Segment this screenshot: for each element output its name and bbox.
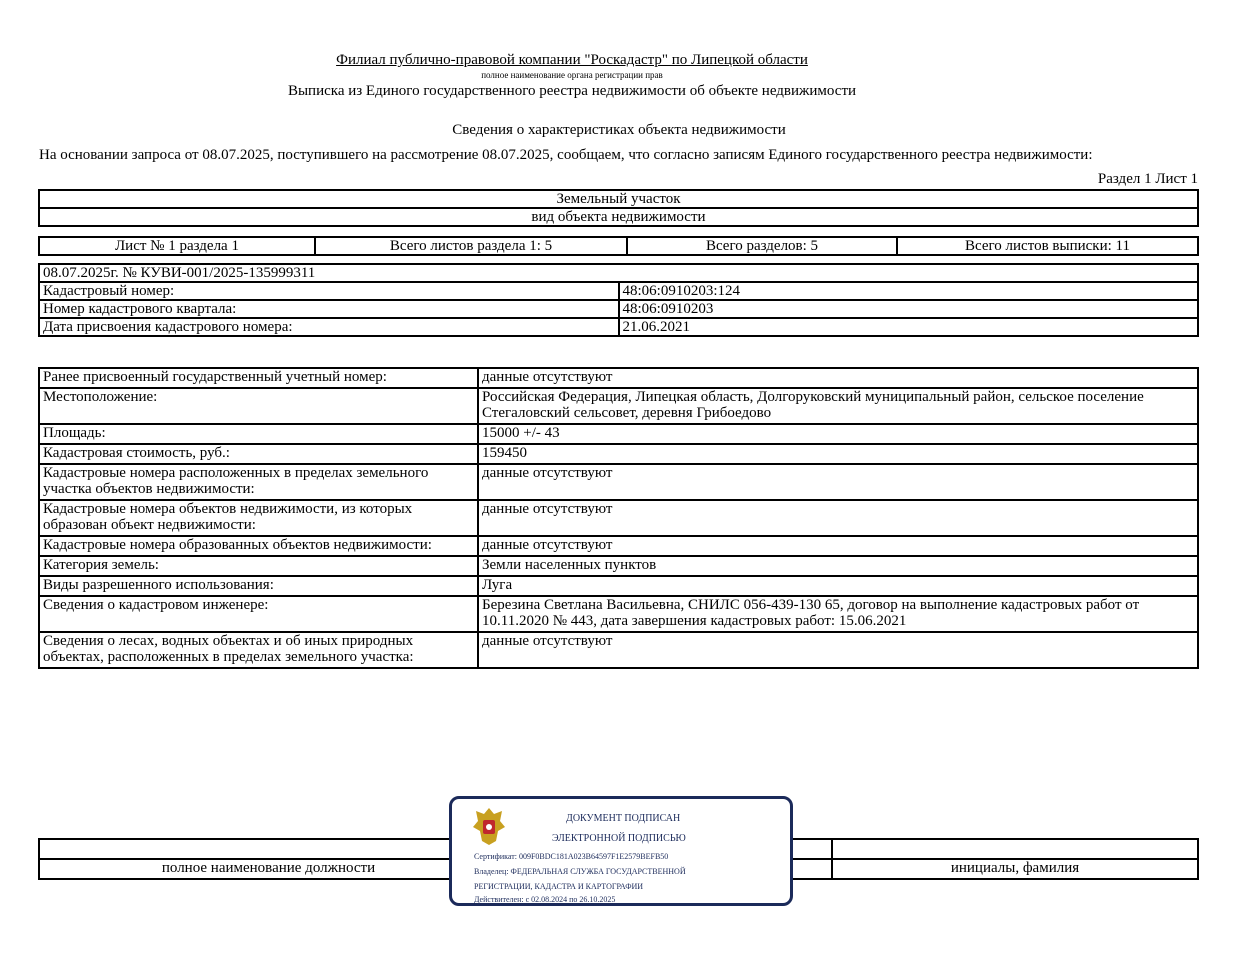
row-value: 48:06:0910203	[619, 300, 1199, 318]
org-caption: полное наименование органа регистрации прав	[481, 70, 663, 80]
row-value: 15000 +/- 43	[478, 424, 1198, 444]
row-value: данные отсутствуют	[478, 368, 1198, 388]
row-value: Луга	[478, 576, 1198, 596]
row-value: Земли населенных пунктов	[478, 556, 1198, 576]
row-label: Кадастровые номера объектов недвижимости, из которых образован объект недвижимости:	[39, 500, 478, 536]
table-row	[39, 500, 1198, 536]
row-value: Березина Светлана Васильевна, СНИЛС 056-439-130 65, договор на выполнение кадастровых работ от 10.11.2020 № 443, дата завершения кадастровых работ: 15.06.2021	[478, 596, 1198, 632]
sheet-number: Лист № 1 раздела 1	[39, 237, 315, 255]
doc-title: Выписка из Единого государственного реестра недвижимости об объекте недвижимости	[287, 83, 857, 99]
signature-stamp	[449, 796, 793, 906]
request-line: 08.07.2025г. № КУВИ-001/2025-135999311	[39, 264, 1198, 282]
stamp-line2: ЭЛЕКТРОННОЙ ПОДПИСЬЮ	[552, 833, 686, 844]
table-row	[39, 556, 1198, 576]
row-label: Сведения о лесах, водных объектах и об иных природных объектах, расположенных в пределах земельного участка:	[39, 632, 478, 668]
table-row	[39, 318, 1198, 336]
row-value: 159450	[478, 444, 1198, 464]
total-sections: Всего разделов: 5	[627, 237, 897, 255]
table-row	[39, 576, 1198, 596]
table-row	[39, 464, 1198, 500]
row-label: Категория земель:	[39, 556, 478, 576]
row-value: данные отсутствуют	[478, 536, 1198, 556]
intro-text: На основании запроса от 08.07.2025, поступившего на рассмотрение 08.07.2025, сообщаем, что согласно записям Единого государственного реестра недвижимости:	[39, 147, 1093, 163]
row-label: Номер кадастрового квартала:	[39, 300, 619, 318]
row-label: Кадастровые номера образованных объектов недвижимости:	[39, 536, 478, 556]
stamp-cert: Сертификат: 009F0BDC181A023B64597F1E2579BEFB50	[474, 852, 669, 861]
section-title: Сведения о характеристиках объекта недвижимости	[452, 122, 786, 138]
row-label: Кадастровый номер:	[39, 282, 619, 300]
table-row	[39, 632, 1198, 668]
row-value: данные отсутствуют	[478, 632, 1198, 668]
total-sheets-section: Всего листов раздела 1: 5	[315, 237, 627, 255]
details-table	[38, 367, 1199, 669]
row-value: данные отсутствуют	[478, 464, 1198, 500]
row-value: данные отсутствуют	[478, 500, 1198, 536]
row-value: 48:06:0910203:124	[619, 282, 1199, 300]
section-sheet: Раздел 1 Лист 1	[1097, 171, 1198, 187]
row-value: 21.06.2021	[619, 318, 1199, 336]
sheets-table	[38, 236, 1199, 256]
table-row	[39, 368, 1198, 388]
object-type: Земельный участок	[39, 190, 1198, 208]
stamp-owner1: Владелец: ФЕДЕРАЛЬНАЯ СЛУЖБА ГОСУДАРСТВЕННОЙ	[474, 867, 686, 876]
position-caption: полное наименование должности	[39, 859, 498, 879]
row-value: Российская Федерация, Липецкая область, Долгоруковский муниципальный район, сельское поселение Стегаловский сельсовет, деревня Грибоедово	[478, 388, 1198, 424]
name-caption: инициалы, фамилия	[832, 859, 1198, 879]
table-row	[39, 282, 1198, 300]
coat-of-arms-icon	[472, 805, 506, 852]
table-row	[39, 388, 1198, 424]
table-row	[39, 596, 1198, 632]
ident-table	[38, 263, 1199, 337]
row-label: Кадастровая стоимость, руб.:	[39, 444, 478, 464]
object-type-table	[38, 189, 1199, 227]
stamp-owner2: РЕГИСТРАЦИИ, КАДАСТРА И КАРТОГРАФИИ	[474, 882, 644, 891]
object-type-caption: вид объекта недвижимости	[39, 208, 1198, 226]
row-label: Виды разрешенного использования:	[39, 576, 478, 596]
table-row	[39, 444, 1198, 464]
row-label: Местоположение:	[39, 388, 478, 424]
stamp-line1: ДОКУМЕНТ ПОДПИСАН	[566, 813, 681, 824]
org-name: Филиал публично-правовой компании "Роскадастр" по Липецкой области	[336, 52, 808, 68]
table-row	[39, 536, 1198, 556]
table-row	[39, 300, 1198, 318]
row-label: Дата присвоения кадастрового номера:	[39, 318, 619, 336]
row-label: Площадь:	[39, 424, 478, 444]
table-row	[39, 424, 1198, 444]
row-label: Сведения о кадастровом инженере:	[39, 596, 478, 632]
row-label: Ранее присвоенный государственный учетный номер:	[39, 368, 478, 388]
row-label: Кадастровые номера расположенных в пределах земельного участка объектов недвижимости:	[39, 464, 478, 500]
total-sheets: Всего листов выписки: 11	[897, 237, 1198, 255]
stamp-valid: Действителен: с 02.08.2024 по 26.10.2025	[474, 895, 616, 904]
